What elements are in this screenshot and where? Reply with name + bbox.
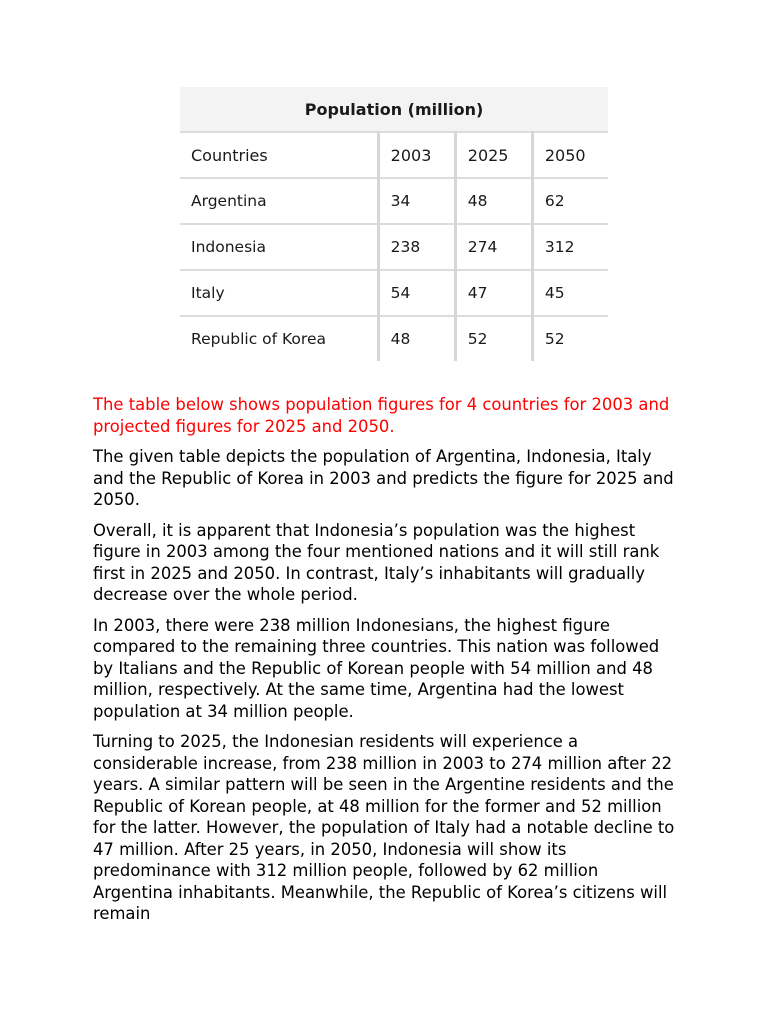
- cell-2003: 238: [378, 224, 455, 270]
- cell-2025: 52: [455, 316, 532, 361]
- header-2050: 2050: [532, 132, 608, 178]
- essay-text: [93, 394, 683, 934]
- cell-2050: 45: [532, 270, 608, 316]
- header-countries: Countries: [180, 132, 378, 178]
- cell-2025: 274: [455, 224, 532, 270]
- header-2003: 2003: [378, 132, 455, 178]
- table-caption-row: [180, 87, 608, 132]
- essay-paragraph-body-1: In 2003, there were 238 million Indonesians, the highest figure compared to the remaining three countries. This nation was followed by Italians and the Republic of Korean people with 54 million and 48 million, respectively. At the same time, Argentina had the lowest population at 34 million people.: [93, 615, 660, 721]
- essay-paragraph-overview: Overall, it is apparent that Indonesia’s population was the highest figure in 2003 among the four mentioned nations and it will still rank first in 2025 and 2050. In contrast, Italy’s inhabitants will gradually decrease over the whole period.: [93, 520, 660, 604]
- essay-paragraph-intro: The given table depicts the population of Argentina, Indonesia, Italy and the Republic of Korea in 2003 and predicts the figure for 2025 and 2050.: [93, 447, 674, 509]
- cell-country: Republic of Korea: [191, 330, 326, 348]
- table-header-row: [180, 132, 608, 178]
- cell-2050: 312: [532, 224, 608, 270]
- cell-2003: 34: [378, 178, 455, 224]
- cell-country: Argentina: [180, 178, 378, 224]
- table-caption: Population (million): [180, 87, 608, 132]
- task-prompt: The table below shows population figures for 4 countries for 2003 and projected figures for 2025 and 2050.: [93, 395, 670, 436]
- cell-2025: 47: [455, 270, 532, 316]
- cell-country: Italy: [180, 270, 378, 316]
- cell-2050: 62: [532, 178, 608, 224]
- cell-2025: 48: [455, 178, 532, 224]
- cell-country: Indonesia: [180, 224, 378, 270]
- essay-paragraph-body-2: Turning to 2025, the Indonesian residents will experience a considerable increase, from 238 million in 2003 to 274 million after 22 years. A similar pattern will be seen in the Argentine residents and the Republic of Korean people, at 48 million for the former and 52 million for the latter. However, the population of Italy had a notable decline to 47 million. After 25 years, in 2050, Indonesia will show its predominance with 312 million people, followed by 62 million Argentina inhabitants. Meanwhile, the Republic of Korea’s citizens will remain: [93, 732, 675, 923]
- table-row-italy: [180, 270, 608, 316]
- cell-2003: 54: [378, 270, 455, 316]
- header-2025: 2025: [455, 132, 532, 178]
- table-row-argentina: [180, 178, 608, 224]
- cell-2050: 52: [532, 316, 608, 361]
- table-row-korea: [180, 316, 608, 361]
- population-table-figure: [180, 87, 608, 361]
- cell-2003: 48: [378, 316, 455, 361]
- population-table: [180, 87, 608, 361]
- table-row-indonesia: [180, 224, 608, 270]
